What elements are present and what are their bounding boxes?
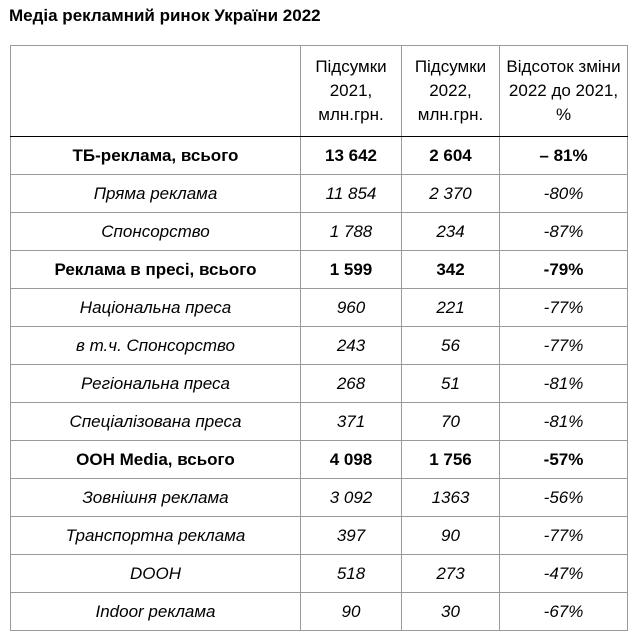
- table-row: [11, 175, 628, 213]
- header-label-cell: [11, 46, 301, 137]
- row-2021-value: 11 854: [301, 175, 402, 213]
- table-row: [11, 365, 628, 403]
- row-change-value: -77%: [500, 327, 628, 365]
- row-2021-value: 371: [301, 403, 402, 441]
- row-2021-value: 3 092: [301, 479, 402, 517]
- row-2021-value: 243: [301, 327, 402, 365]
- table-row: [11, 403, 628, 441]
- row-change-value: -56%: [500, 479, 628, 517]
- row-label: Регіональна преса: [11, 365, 301, 403]
- page-title: Медіа рекламний ринок України 2022: [9, 6, 321, 25]
- row-label: Спонсорство: [11, 213, 301, 251]
- row-change-value: -77%: [500, 517, 628, 555]
- row-2021-value: 4 098: [301, 441, 402, 479]
- row-change-value: – 81%: [500, 137, 628, 175]
- table-header-row: [11, 46, 628, 137]
- row-label: Реклама в пресі, всього: [11, 251, 301, 289]
- row-2022-value: 273: [402, 555, 500, 593]
- row-change-value: -87%: [500, 213, 628, 251]
- row-2022-value: 51: [402, 365, 500, 403]
- row-label: Національна преса: [11, 289, 301, 327]
- row-2022-value: 221: [402, 289, 500, 327]
- table-row: [11, 593, 628, 631]
- header-2021-cell: Підсумки 2021, млн.грн.: [301, 46, 402, 137]
- row-change-value: -47%: [500, 555, 628, 593]
- row-label: Пряма реклама: [11, 175, 301, 213]
- row-label: OOH Media, всього: [11, 441, 301, 479]
- table-row: [11, 251, 628, 289]
- table-row: [11, 555, 628, 593]
- row-2021-value: 518: [301, 555, 402, 593]
- row-change-value: -57%: [500, 441, 628, 479]
- table-row: [11, 289, 628, 327]
- row-label: DOOH: [11, 555, 301, 593]
- row-2022-value: 1 756: [402, 441, 500, 479]
- table-row: [11, 213, 628, 251]
- row-2022-value: 30: [402, 593, 500, 631]
- row-label: Транспортна реклама: [11, 517, 301, 555]
- row-label: Зовнішня реклама: [11, 479, 301, 517]
- row-change-value: -67%: [500, 593, 628, 631]
- table-row: [11, 137, 628, 175]
- row-change-value: -79%: [500, 251, 628, 289]
- row-2021-value: 397: [301, 517, 402, 555]
- row-2022-value: 2 604: [402, 137, 500, 175]
- row-2022-value: 70: [402, 403, 500, 441]
- row-2021-value: 1 599: [301, 251, 402, 289]
- row-label: ТБ-реклама, всього: [11, 137, 301, 175]
- header-change-cell: Відсоток зміни 2022 до 2021, %: [500, 46, 628, 137]
- row-2021-value: 13 642: [301, 137, 402, 175]
- media-ad-market-table: [10, 45, 628, 631]
- row-label: Indoor реклама: [11, 593, 301, 631]
- row-change-value: -77%: [500, 289, 628, 327]
- table-row: [11, 479, 628, 517]
- row-2021-value: 90: [301, 593, 402, 631]
- row-2022-value: 342: [402, 251, 500, 289]
- row-2021-value: 268: [301, 365, 402, 403]
- row-change-value: -81%: [500, 365, 628, 403]
- table-row: [11, 517, 628, 555]
- row-2022-value: 2 370: [402, 175, 500, 213]
- row-label: Спеціалізована преса: [11, 403, 301, 441]
- row-2022-value: 1363: [402, 479, 500, 517]
- row-2022-value: 234: [402, 213, 500, 251]
- row-2021-value: 1 788: [301, 213, 402, 251]
- row-change-value: -81%: [500, 403, 628, 441]
- row-label: в т.ч. Спонсорство: [11, 327, 301, 365]
- row-2022-value: 56: [402, 327, 500, 365]
- row-change-value: -80%: [500, 175, 628, 213]
- row-2022-value: 90: [402, 517, 500, 555]
- header-2022-cell: Підсумки 2022, млн.грн.: [402, 46, 500, 137]
- table-row: [11, 327, 628, 365]
- table-row: [11, 441, 628, 479]
- row-2021-value: 960: [301, 289, 402, 327]
